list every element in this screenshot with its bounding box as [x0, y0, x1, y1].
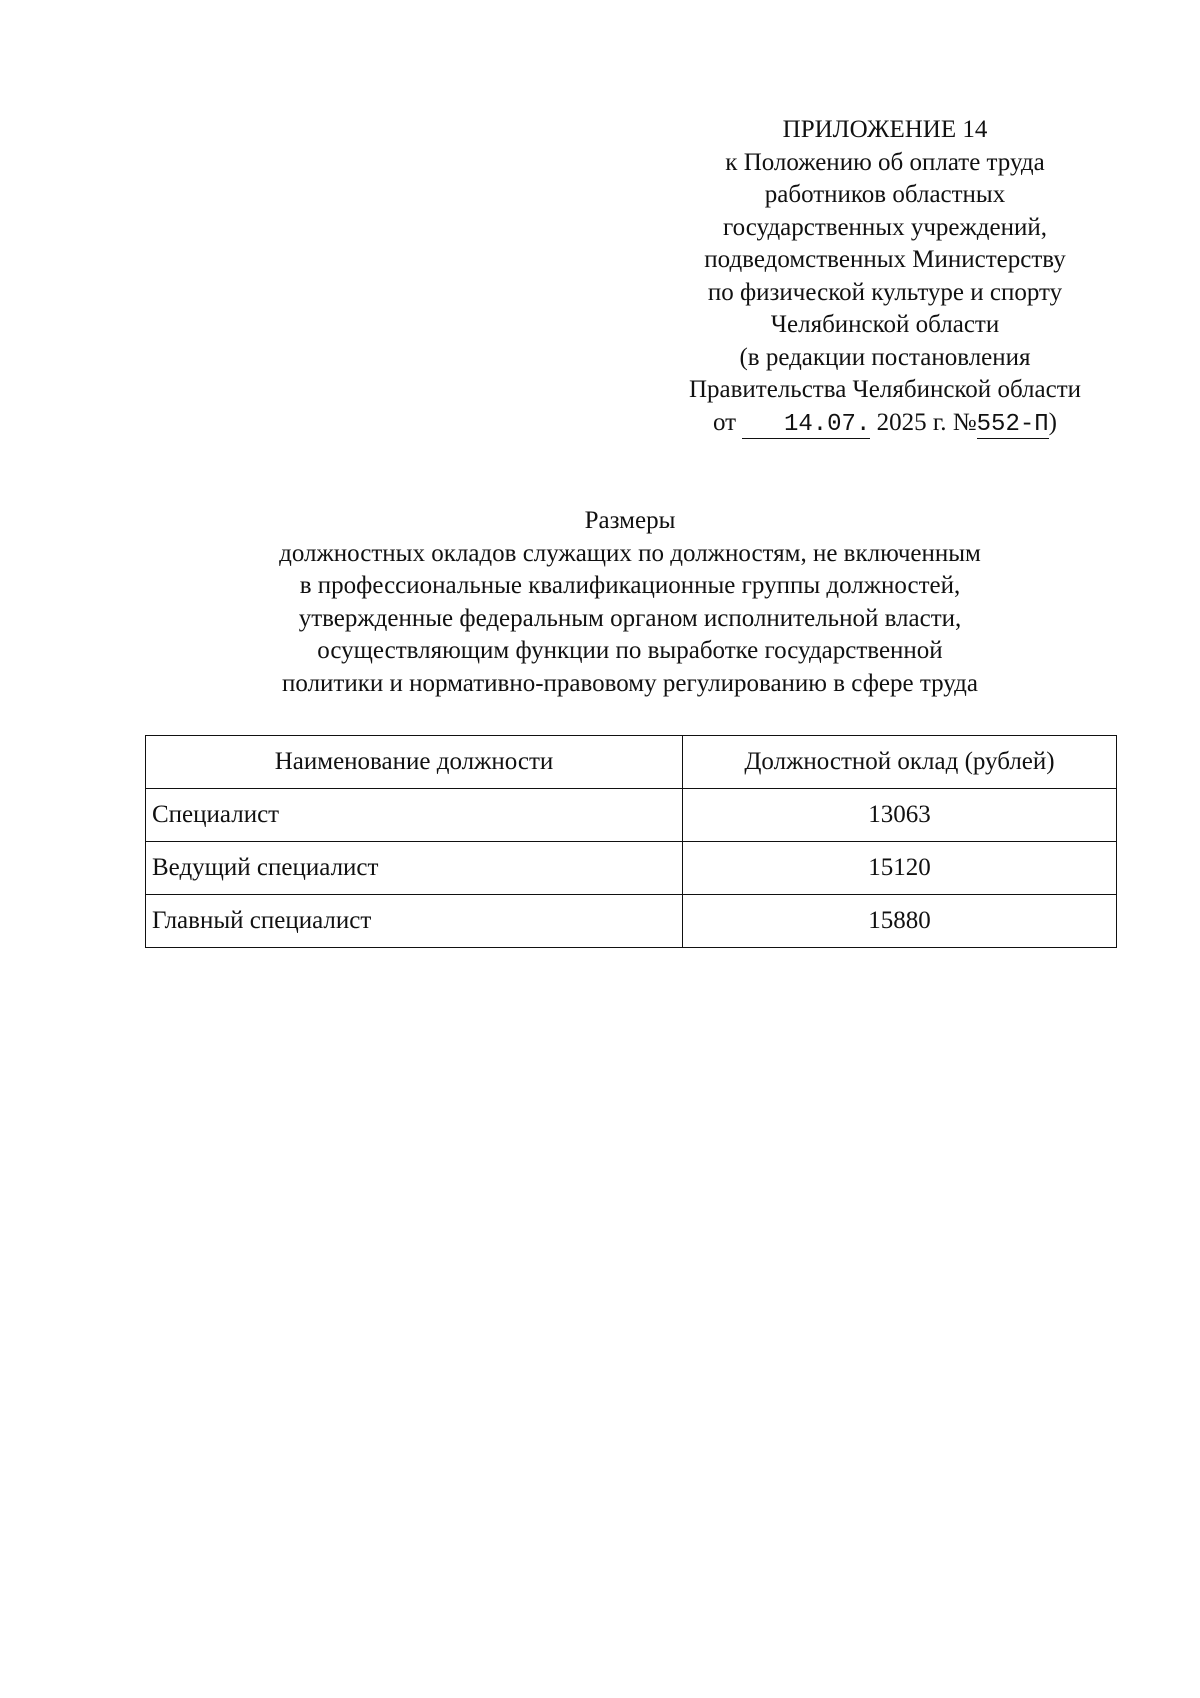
date-prefix: от	[713, 408, 737, 436]
salary-cell: 13063	[683, 789, 1117, 842]
appendix-title: ПРИЛОЖЕНИЕ 14	[782, 116, 988, 143]
appendix-line: (в редакции постановления	[739, 343, 1031, 371]
salary-cell: 15880	[683, 895, 1117, 948]
column-header-salary: Должностной оклад (рублей)	[683, 736, 1117, 789]
salary-table	[145, 735, 1117, 948]
appendix-line: работников областных	[764, 181, 1006, 208]
resolution-date: 14.07.	[742, 412, 870, 439]
heading-title: Размеры	[584, 507, 676, 534]
heading-line: в профессиональные квалификационные группы должностей,	[299, 572, 961, 599]
heading-line: политики и нормативно-правовому регулированию в сфере труда	[282, 669, 978, 697]
table-row	[146, 842, 1117, 895]
heading-line: должностных окладов служащих по должностям, не включенным	[279, 539, 981, 567]
heading-line: осуществляющим функции по выработке государственной	[317, 637, 943, 664]
document-heading	[150, 505, 1110, 700]
heading-line: утвержденные федеральным органом исполнительной власти,	[298, 604, 962, 632]
appendix-block	[635, 114, 1135, 439]
appendix-line: Челябинской области	[770, 311, 1000, 338]
column-header-position: Наименование должности	[146, 736, 683, 789]
position-cell: Главный специалист	[146, 895, 683, 948]
resolution-number: 552-П	[976, 410, 1049, 438]
resolution-date-line	[635, 407, 1135, 440]
appendix-line: к Положению об оплате труда	[725, 148, 1045, 176]
closing-paren: )	[1048, 408, 1057, 436]
salary-cell: 15120	[683, 842, 1117, 895]
table-row	[146, 895, 1117, 948]
appendix-line: подведомственных Министерству	[704, 246, 1066, 273]
table-header-row	[146, 736, 1117, 789]
position-cell: Специалист	[146, 789, 683, 842]
appendix-line: Правительства Челябинской области	[688, 376, 1082, 403]
table-row	[146, 789, 1117, 842]
appendix-line: государственных учреждений,	[723, 213, 1047, 241]
appendix-line: по физической культуре и спорту	[707, 278, 1063, 306]
year-text: 2025 г. №	[876, 408, 977, 436]
position-cell: Ведущий специалист	[146, 842, 683, 895]
